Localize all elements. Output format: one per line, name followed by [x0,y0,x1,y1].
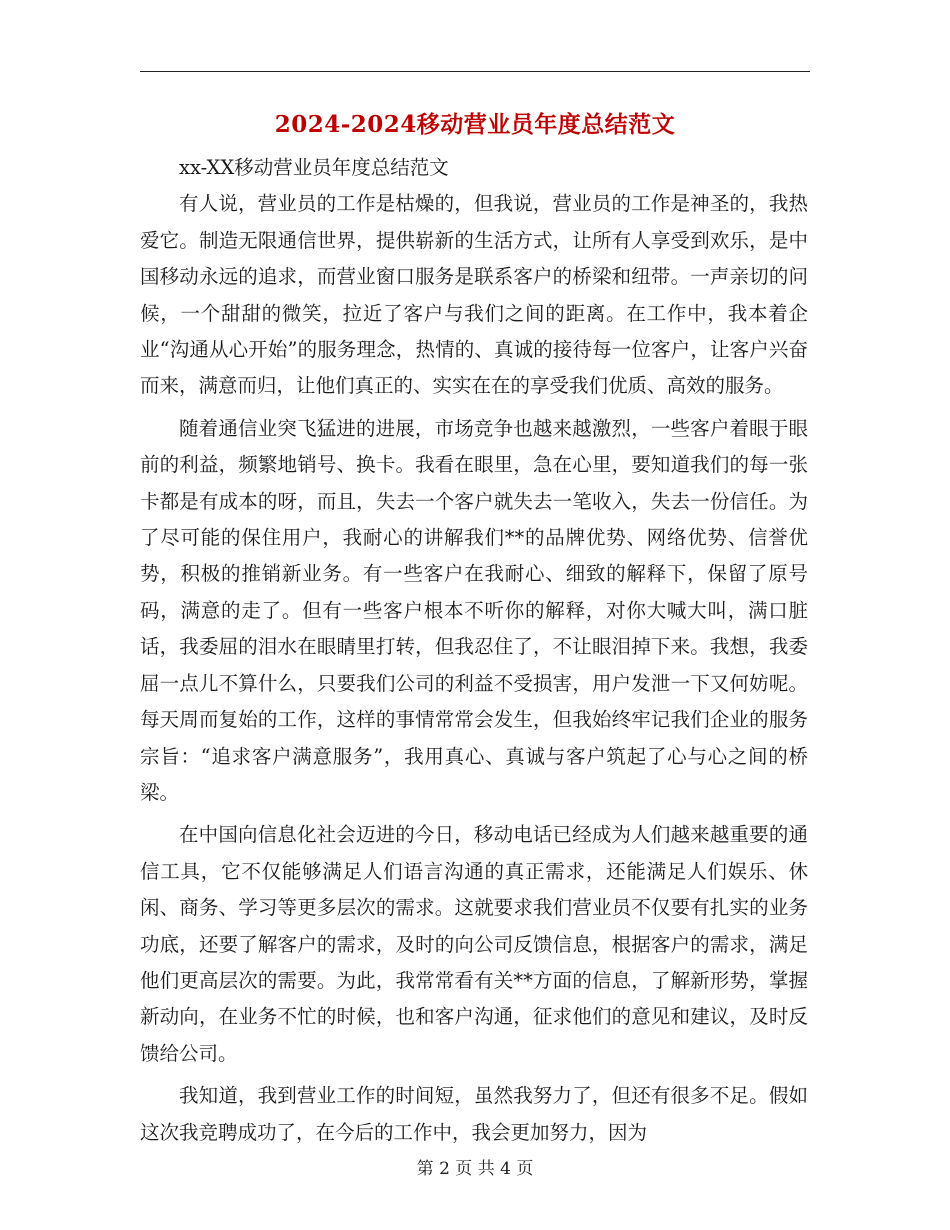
document-body [140,150,808,1157]
paragraph-1: 有人说，营业员的工作是枯燥的，但我说，营业员的工作是神圣的，我热爱它。制造无限通信世界，提供崭新的生活方式，让所有人享受到欢乐，是中国移动永远的追求，而营业窗口服务是联系客户的桥梁和纽带。一声亲切的问候，一个甜甜的微笑，拉近了客户与我们之间的距离。在工作中，我本着企业“沟通从心开始”的服务理念，热情的、真诚的接待每一位客户，让客户兴奋而来，满意而归，让他们真正的、实实在在的享受我们优质、高效的服务。 [140,192,808,398]
page-number-footer: 第 2 页 共 4 页 [416,1159,534,1179]
paragraph-4: 我知道，我到营业工作的时间短，虽然我努力了，但还有很多不足。假如这次我竞聘成功了，在今后的工作中，我会更加努力，因为 [140,1084,808,1144]
paragraph-3: 在中国向信息化社会迈进的今日，移动电话已经成为人们越来越重要的通信工具，它不仅能够满足人们语言沟通的真正需求，还能满足人们娱乐、休闲、商务、学习等更多层次的需求。这就要求我们营业员不仅要有扎实的业务功底，还要了解客户的需求，及时的向公司反馈信息，根据客户的需求，满足他们更高层次的需要。为此，我常常看有关**方面的信息，了解新形势，掌握新动向，在业务不忙的时候，也和客户沟通，征求他们的意见和建议，及时反馈给公司。 [140,823,808,1065]
document-subtitle: xx-XX移动营业员年度总结范文 [179,156,449,179]
header-rule [140,71,810,72]
document-title: 2024-2024移动营业员年度总结范文 [274,111,676,138]
paragraph-2: 随着通信业突飞猛进的进展，市场竞争也越来越激烈，一些客户着眼于眼前的利益，频繁地销号、换卡。我看在眼里，急在心里，要知道我们的每一张卡都是有成本的呀，而且，失去一个客户就失去一笔收入，失去一份信任。为了尽可能的保住用户，我耐心的讲解我们**的品牌优势、网络优势、信誉优势，积极的推销新业务。有一些客户在我耐心、细致的解释下，保留了原号码，满意的走了。但有一些客户根本不听你的解释，对你大喊大叫，满口脏话，我委屈的泪水在眼睛里打转，但我忍住了，不让眼泪掉下来。我想，我委屈一点儿不算什么，只要我们公司的利益不受损害，用户发泄一下又何妨呢。每天周而复始的工作，这样的事情常常会发生，但我始终牢记我们企业的服务宗旨：“追求客户满意服务”，我用真心、真诚与客户筑起了心与心之间的桥梁。 [140,416,808,804]
